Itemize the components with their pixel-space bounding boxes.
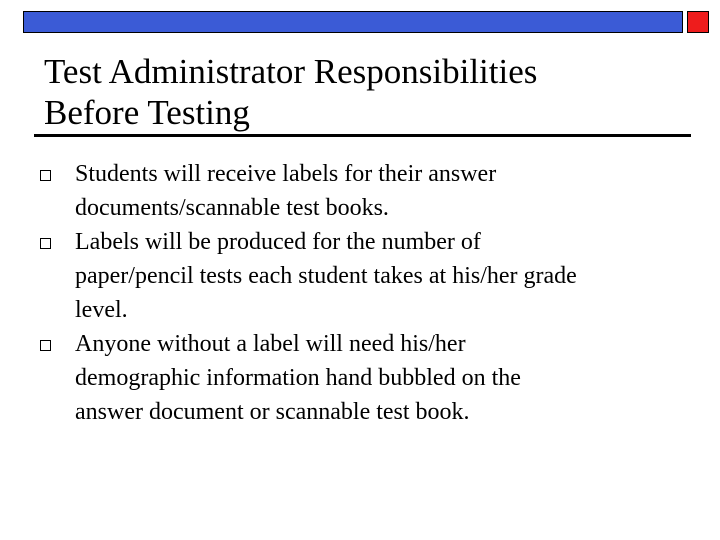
hollow-square-bullet-icon — [40, 340, 51, 351]
bullet-line: answer document or scannable test book. — [75, 399, 470, 425]
bullet-line: Labels will be produced for the number of — [75, 229, 481, 255]
bullet-line: Anyone without a label will need his/her — [75, 331, 466, 357]
bullet-item — [0, 157, 720, 225]
hollow-square-bullet-icon — [40, 238, 51, 249]
bullet-item — [0, 327, 720, 429]
bullet-line: paper/pencil tests each student takes at his/her grade — [75, 263, 577, 289]
title-line: Test Administrator Responsibilities — [44, 52, 538, 91]
bullet-list — [0, 157, 720, 429]
title-underline — [34, 134, 691, 137]
bullet-line: documents/scannable test books. — [75, 195, 389, 221]
header-square — [687, 11, 709, 33]
bullet-item — [0, 225, 720, 327]
bullet-line: Students will receive labels for their answer — [75, 161, 497, 187]
bullet-line: demographic information hand bubbled on the — [75, 365, 521, 391]
bullet-line: level. — [75, 297, 128, 323]
slide-title — [44, 51, 684, 133]
header-bar — [23, 11, 683, 33]
hollow-square-bullet-icon — [40, 170, 51, 181]
title-line: Before Testing — [44, 93, 250, 132]
